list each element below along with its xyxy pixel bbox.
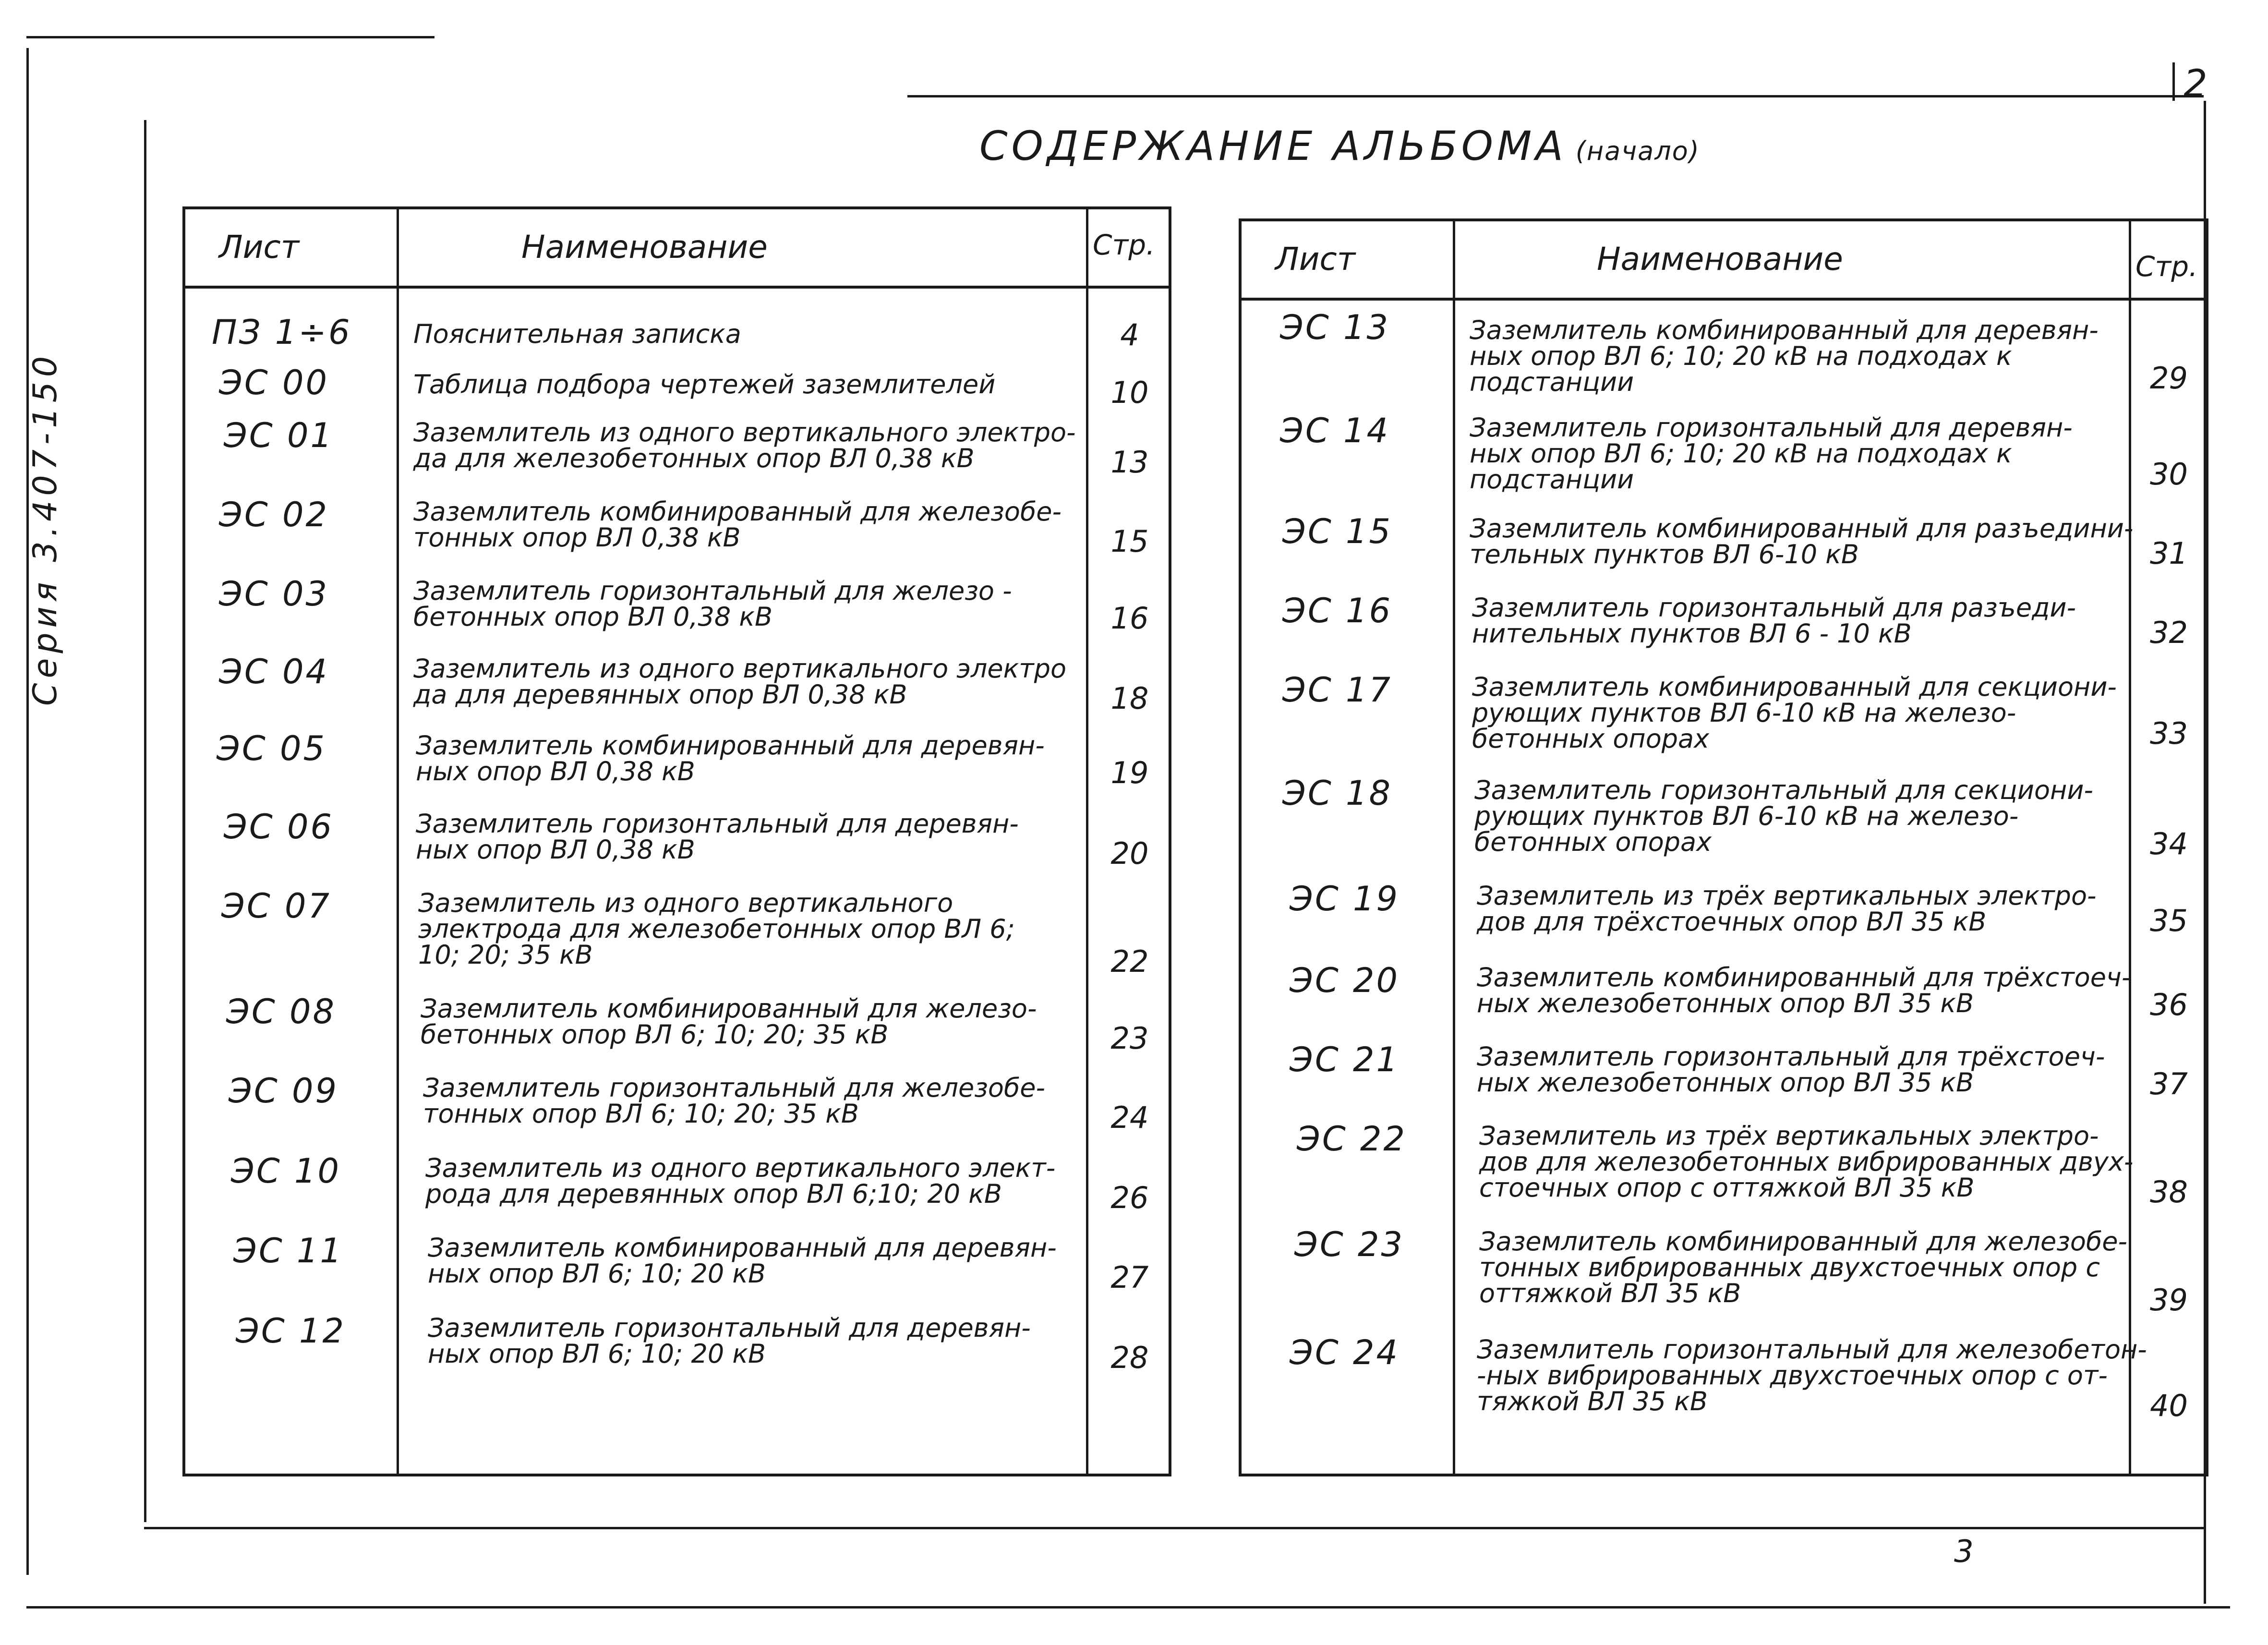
sheet-title	[1470, 513, 2134, 569]
title-line: -ных вибрированных двухстоечных опор с от-	[1477, 1360, 2108, 1391]
sheet-title	[421, 993, 1037, 1050]
page-ref: 30	[2150, 457, 2188, 492]
title-line: рующих пунктов ВЛ 6-10 кВ на железо-	[1474, 801, 2019, 831]
frame-top-line	[907, 95, 2204, 97]
title-line: ных опор ВЛ 6; 10; 20 кВ на подходах к	[1470, 438, 2012, 469]
contents-table-left	[182, 206, 1171, 1476]
sheet-title	[425, 1155, 1055, 1207]
page-ref: 40	[2150, 1388, 2188, 1423]
frame-left-line	[26, 48, 29, 1575]
title-line: тонных опор ВЛ 0,38 кВ	[413, 522, 741, 553]
title-line: бетонных опор ВЛ 6; 10; 20; 35 кВ	[421, 1019, 889, 1050]
page-ref: 32	[2150, 615, 2188, 650]
sheet-code: ЭС 10	[231, 1151, 341, 1191]
sheet-code: ЭС 23	[1294, 1225, 1405, 1264]
frame-inner-left-line	[144, 120, 146, 1522]
title-line: ных опор ВЛ 6; 10; 20 кВ на подходах к	[1470, 341, 2012, 371]
table-header	[185, 209, 1169, 289]
title-line: бетонных опорах	[1472, 724, 1710, 754]
title-line: Заземлитель из трёх вертикальных электро-	[1479, 1121, 2099, 1151]
page-ref: 39	[2150, 1282, 2188, 1318]
title-line: тонных опор ВЛ 6; 10; 20; 35 кВ	[423, 1099, 859, 1129]
page-ref: 24	[1110, 1100, 1149, 1135]
sheet-code: ЭС 21	[1290, 1040, 1400, 1079]
series-label: Серия 3.407-150	[26, 351, 64, 706]
title-line: Заземлитель горизонтальный для деревян-	[416, 809, 1019, 839]
page-title	[979, 122, 1700, 169]
sheet-code: ЭС 12	[236, 1311, 346, 1351]
sheet-title	[416, 730, 1045, 786]
title-main: СОДЕРЖАНИЕ АЛЬБОМА	[979, 122, 1567, 169]
sheet-code: ЭС 11	[233, 1231, 344, 1270]
title-line: ных опор ВЛ 6; 10; 20 кВ	[428, 1258, 766, 1289]
contents-table-right	[1239, 218, 2208, 1476]
title-line: подстанции	[1470, 464, 1634, 495]
title-line: Заземлитель комбинированный для деревян-	[1470, 315, 2099, 345]
title-sub: (начало)	[1575, 136, 1700, 166]
sheet-box-left-line	[2172, 62, 2175, 101]
column-divider	[2129, 221, 2131, 1474]
title-line: тонных вибрированных двухстоечных опор с	[1479, 1252, 2100, 1282]
page-ref: 33	[2150, 716, 2188, 751]
page-ref: 4	[1120, 317, 1139, 352]
sheet-title	[1479, 1123, 2133, 1201]
sheet-code: ЭС 13	[1280, 308, 1390, 347]
page-ref: 10	[1110, 375, 1149, 410]
page-ref: 29	[2150, 361, 2188, 396]
title-line: ных опор ВЛ 0,38 кВ	[416, 756, 695, 786]
page-ref: 37	[2150, 1066, 2188, 1101]
title-line: Заземлитель комбинированный для секциони-	[1472, 672, 2117, 702]
title-line: Заземлитель из одного вертикального	[418, 888, 953, 918]
title-line: Заземлитель комбинированный для железобе-	[1479, 1226, 2127, 1257]
title-line: Заземлитель горизонтальный для железобе-	[423, 1073, 1045, 1103]
sheet-code: ЭС 06	[224, 807, 334, 847]
title-line: Заземлитель комбинированный для деревян-	[416, 730, 1045, 761]
sheet-title	[1477, 962, 2131, 1018]
page-ref: 34	[2150, 826, 2188, 861]
title-line: Заземлитель из трёх вертикальных электро-	[1477, 881, 2097, 911]
header-page: Стр.	[1093, 229, 1155, 261]
sheet-title	[423, 1075, 1045, 1127]
sheet-title	[413, 653, 1067, 710]
page-ref: 13	[1110, 445, 1149, 480]
sheet-title	[1477, 1334, 2147, 1416]
title-line: Пояснительная записка	[413, 319, 741, 349]
frame-bottom-inner-line	[144, 1527, 2204, 1529]
title-line: Заземлитель комбинированный для деревян-	[428, 1233, 1057, 1263]
title-line: Заземлитель из одного вертикального электро	[413, 653, 1067, 684]
sheet-code: ЭС 07	[221, 886, 332, 926]
sheet-title	[1474, 777, 2093, 855]
title-line: Заземлитель комбинированный для железо-	[421, 993, 1037, 1024]
title-line: дов для трёхстоечных опор ВЛ 35 кВ	[1477, 907, 1987, 937]
title-line: Заземлитель горизонтальный для железобетон-	[1477, 1334, 2147, 1365]
title-line: Заземлитель горизонтальный для деревян-	[428, 1313, 1031, 1343]
sheet-title	[413, 496, 1062, 553]
sheet-code: ЭС 22	[1297, 1119, 1407, 1159]
page-ref: 22	[1110, 944, 1149, 979]
page-ref: 27	[1110, 1260, 1149, 1295]
title-line: Заземлитель из одного вертикального электро-	[413, 417, 1076, 448]
column-divider	[1086, 209, 1088, 1474]
header-page: Стр.	[2135, 250, 2198, 283]
sheet-title	[413, 321, 741, 347]
title-line: тельных пунктов ВЛ 6-10 кВ	[1470, 539, 1859, 569]
sheet-code: ЭС 04	[219, 652, 329, 691]
sheet-title	[1470, 317, 2099, 395]
title-line: дов для железобетонных вибрированных двух-	[1479, 1147, 2134, 1177]
title-line: Заземлитель горизонтальный для деревян-	[1470, 412, 2073, 443]
sheet-title	[1472, 595, 2076, 647]
frame-top-left-line	[26, 36, 434, 38]
sheet-number: 2	[2184, 62, 2208, 106]
sheet-title	[1470, 412, 2073, 495]
title-line: Заземлитель комбинированный для разъедини-	[1470, 513, 2134, 544]
title-line: 10; 20; 35 кВ	[418, 940, 593, 970]
page-ref: 19	[1110, 755, 1149, 790]
sheet-title	[418, 890, 1015, 968]
page-ref: 16	[1110, 601, 1149, 636]
sheet-code: ЭС 19	[1290, 879, 1400, 919]
column-divider	[397, 209, 399, 1474]
sheet-code: ЭС 14	[1280, 411, 1390, 450]
title-line: электрода для железобетонных опор ВЛ 6;	[418, 914, 1015, 944]
title-line: ных опор ВЛ 6; 10; 20 кВ	[428, 1339, 766, 1369]
page-ref: 26	[1110, 1180, 1149, 1215]
header-sheet: Лист	[1275, 241, 1356, 278]
title-line: стоечных опор с оттяжкой ВЛ 35 кВ	[1479, 1173, 1975, 1203]
page-ref: 31	[2150, 536, 2188, 571]
sheet-code: ЭС 15	[1282, 512, 1393, 551]
sheet-title	[416, 811, 1019, 863]
title-line: Заземлитель горизонтальный для секциони-	[1474, 775, 2093, 805]
title-line: да для железобетонных опор ВЛ 0,38 кВ	[413, 443, 975, 473]
page-number: 3	[1954, 1534, 1974, 1570]
header-sheet: Лист	[219, 229, 300, 266]
page-ref: 36	[2150, 987, 2188, 1022]
sheet-code: ЭС 16	[1282, 591, 1393, 630]
sheet-title	[428, 1315, 1031, 1367]
sheet-title	[1472, 674, 2117, 752]
title-line: бетонных опор ВЛ 0,38 кВ	[413, 602, 773, 632]
sheet-title	[1477, 883, 2096, 935]
sheet-code: ЭС 01	[224, 416, 334, 455]
title-line: ных опор ВЛ 0,38 кВ	[416, 835, 695, 865]
sheet-code: ЭС 02	[219, 495, 329, 534]
sheet-title	[413, 369, 996, 399]
table-header	[1242, 221, 2206, 301]
title-line: нительных пунктов ВЛ 6 - 10 кВ	[1472, 618, 1912, 649]
sheet-code: ЭС 03	[219, 574, 329, 614]
page-ref: 20	[1110, 836, 1149, 871]
sheet-title	[413, 417, 1076, 473]
sheet-title	[413, 578, 1012, 630]
title-line: тяжкой ВЛ 35 кВ	[1477, 1386, 1708, 1416]
page-ref: 18	[1110, 681, 1149, 716]
title-line: Таблица подбора чертежей заземлителей	[413, 369, 996, 399]
frame-bottom-line	[26, 1606, 2230, 1609]
title-line: Заземлитель комбинированный для железобе-	[413, 496, 1062, 527]
title-line: Заземлитель горизонтальный для железо -	[413, 576, 1012, 606]
sheet-code: ЭС 24	[1290, 1333, 1400, 1372]
page-ref: 38	[2150, 1174, 2188, 1210]
title-line: да для деревянных опор ВЛ 0,38 кВ	[413, 679, 907, 710]
page-ref: 28	[1110, 1340, 1149, 1375]
title-line: Заземлитель горизонтальный для трёхстоеч-	[1477, 1041, 2105, 1072]
header-name: Наименование	[1597, 241, 1843, 278]
header-name: Наименование	[521, 229, 768, 266]
sheet-title	[1479, 1226, 2127, 1308]
sheet-code: ЭС 18	[1282, 774, 1393, 813]
title-line: бетонных опорах	[1474, 827, 1712, 857]
sheet-code: ЭС 08	[226, 992, 337, 1031]
title-line: ных железобетонных опор ВЛ 35 кВ	[1477, 988, 1974, 1018]
sheet-title	[428, 1235, 1057, 1287]
sheet-code: ЭС 20	[1290, 961, 1400, 1000]
title-line: Заземлитель из одного вертикального элект-	[425, 1153, 1056, 1183]
sheet-code: ЭС 17	[1282, 670, 1393, 710]
title-line: подстанции	[1470, 367, 1634, 397]
column-divider	[1453, 221, 1455, 1474]
sheet-code: ЭС 00	[219, 363, 329, 402]
title-line: Заземлитель комбинированный для трёхстоеч-	[1477, 962, 2131, 992]
page-ref: 23	[1110, 1021, 1149, 1056]
sheet-code: ЭС 05	[217, 729, 327, 768]
page-ref: 35	[2150, 903, 2188, 938]
sheet-title	[1477, 1041, 2105, 1098]
sheet-code: ПЗ 1÷6	[212, 313, 352, 352]
title-line: рующих пунктов ВЛ 6-10 кВ на железо-	[1472, 698, 2016, 728]
page-ref: 15	[1110, 524, 1149, 559]
title-line: Заземлитель горизонтальный для разъеди-	[1472, 593, 2076, 623]
title-line: ных железобетонных опор ВЛ 35 кВ	[1477, 1067, 1974, 1098]
title-line: рода для деревянных опор ВЛ 6;10; 20 кВ	[425, 1179, 1002, 1209]
sheet-code: ЭС 09	[229, 1071, 339, 1111]
title-line: оттяжкой ВЛ 35 кВ	[1479, 1278, 1741, 1308]
